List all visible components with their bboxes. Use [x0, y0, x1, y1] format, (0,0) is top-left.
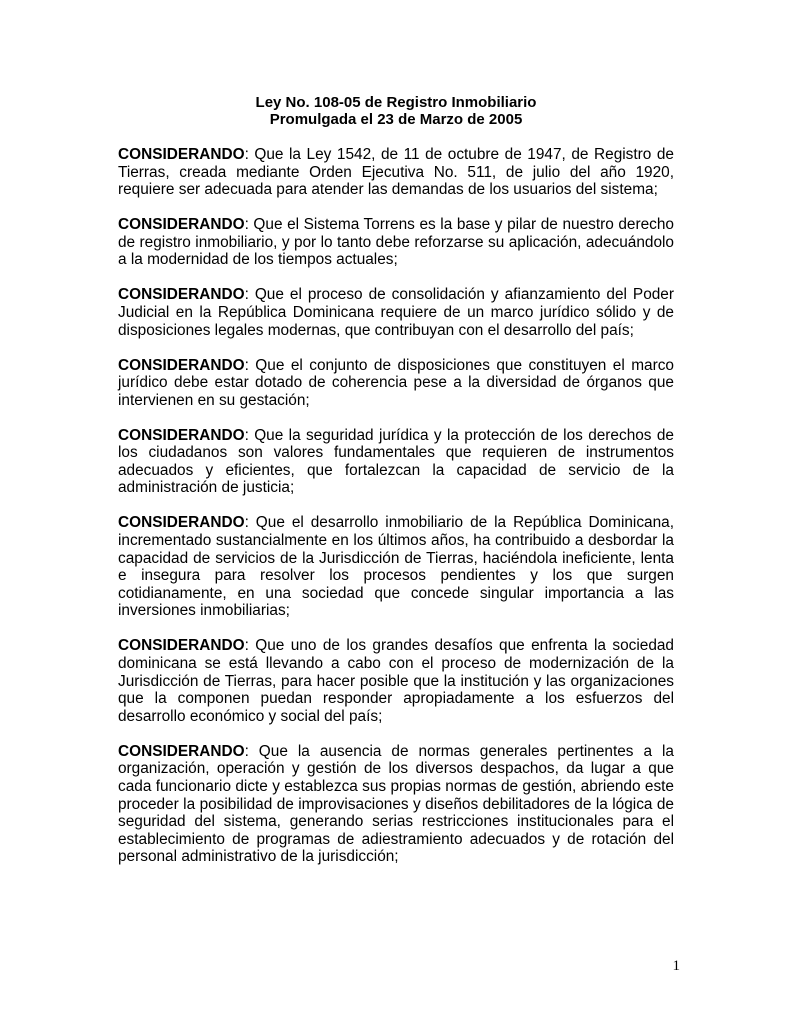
considerando-lead: CONSIDERANDO — [118, 637, 245, 655]
considerando-paragraph-2 — [118, 216, 674, 269]
considerando-text: : Que el desarrollo inmobiliario de la República Dominicana, incrementado sustancialmente en los últimos años, ha contribuido a desbordar la capacidad de servicios de la Jurisdicción de Tierras, haciéndola ineficiente, lenta e insegura para resolver los procesos pendientes y los que surgen cotidianamente, en una sociedad que concede singular importancia a las inversiones inmobiliarias; — [118, 514, 674, 620]
considerando-lead: CONSIDERANDO — [118, 742, 245, 760]
considerando-text: : Que la seguridad jurídica y la protección de los derechos de los ciudadanos son valores fundamentales que requieren de instrumentos adecuados y eficientes, que fortalezcan la capacidad de servicio de la administración de justicia; — [118, 426, 674, 497]
considerando-paragraph-8 — [118, 743, 674, 866]
considerando-text: : Que la ausencia de normas generales pertinentes a la organización, operación y gestión de los diversos despachos, da lugar a que cada funcionario dicte y establezca sus propias normas de gestión, abriendo este proceder la posibilidad de improvisaciones y diseños debilitadores de la lógica de seguridad del sistema, generando serias restricciones institucionales para el establecimiento de programas de adiestramiento adecuados y de rotación del personal administrativo de la jurisdicción; — [118, 742, 674, 866]
page-number: 1 — [672, 958, 680, 974]
considerando-paragraph-3 — [118, 286, 674, 339]
considerando-lead: CONSIDERANDO — [118, 356, 245, 374]
considerando-paragraph-4 — [118, 357, 674, 410]
considerando-lead: CONSIDERANDO — [118, 426, 245, 444]
considerando-text: : Que la Ley 1542, de 11 de octubre de 1947, de Registro de Tierras, creada mediante Orden Ejecutiva No. 511, de julio del año 1920, requiere ser adecuada para atender las demandas de los usuarios del sistema; — [118, 146, 674, 199]
considerando-lead: CONSIDERANDO — [118, 146, 245, 163]
considerando-text: : Que uno de los grandes desafíos que enfrenta la sociedad dominicana se está llevando a cabo con el proceso de modernización de la Jurisdicción de Tierras, para hacer posible que la institución y las organizaciones que la componen puedan responder apropiadamente a los esfuerzos del desarrollo económico y social del país; — [118, 637, 674, 725]
considerando-lead: CONSIDERANDO — [118, 286, 245, 304]
title-line-promulgation: Promulgada el 23 de Marzo de 2005 — [269, 111, 523, 128]
considerando-paragraph-1 — [118, 146, 674, 199]
considerando-text: : Que el conjunto de disposiciones que constituyen el marco jurídico debe estar dotado de coherencia pese a la diversidad de órganos que intervienen en su gestación; — [118, 356, 674, 409]
considerando-lead: CONSIDERANDO — [118, 216, 245, 234]
considerando-text: : Que el proceso de consolidación y afianzamiento del Poder Judicial en la República Dominicana requiere de un marco jurídico sólido y de disposiciones legales modernas, que contribuyan con el desarrollo del país; — [118, 286, 674, 339]
document-body — [118, 146, 674, 883]
considerando-paragraph-7 — [118, 637, 674, 725]
considerando-paragraph-5 — [118, 427, 674, 497]
title-line-law: Ley No. 108-05 de Registro Inmobiliario — [255, 94, 537, 111]
considerando-lead: CONSIDERANDO — [118, 514, 245, 532]
considerando-text: : Que el Sistema Torrens es la base y pilar de nuestro derecho de registro inmobiliario, y por lo tanto debe reforzarse su aplicación, adecuándolo a la modernidad de los tiempos actuales; — [118, 216, 674, 269]
document-title — [118, 94, 674, 128]
considerando-paragraph-6 — [118, 514, 674, 620]
